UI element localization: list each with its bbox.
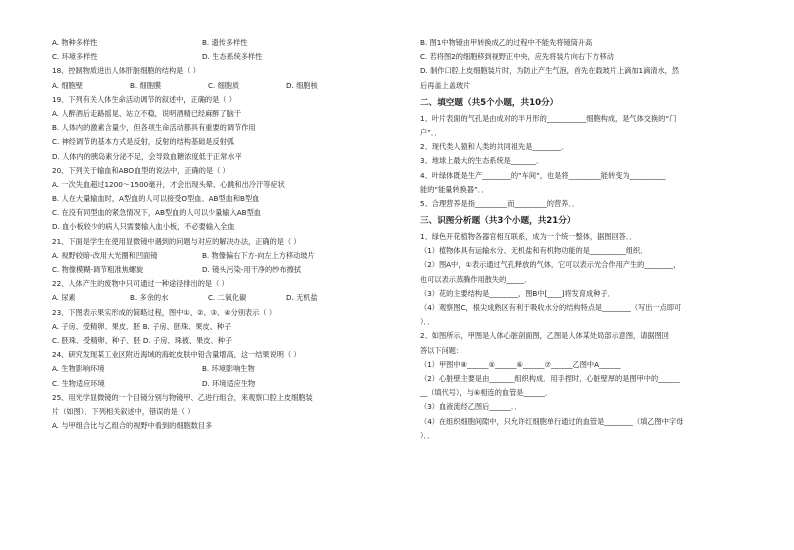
text-line: （2）图A中，①表示通过气孔释放的气体，它可以表示光合作用产生的________，	[420, 260, 681, 270]
text-line: __（填代号），与⑥相连的血管是______．	[420, 388, 553, 398]
option-row	[52, 263, 382, 277]
text-line: A. 人醉酒后走路摇晃、站立不稳，说明酒精已经麻醉了脑干	[52, 108, 242, 118]
text-line: 2、现代类人猿和人类的共同祖先是________．	[420, 142, 569, 152]
text-line: 3、地球上最大的生态系统是_______．	[420, 156, 544, 166]
text-line: B. 图1中物镜由甲转换成乙的过程中不能先将镜筒升高	[420, 38, 593, 47]
right-column	[420, 36, 750, 443]
text-line: 片（如图）．下列相关叙述中，错误的是（ ）	[52, 406, 195, 416]
text-line: ）．．	[420, 430, 435, 440]
option: A. 尿素	[52, 293, 76, 303]
section-heading: 二、填空题（共5个小题，共10分）	[420, 97, 559, 108]
text-line: A. 子房、受精卵、果皮、胚 B. 子房、胚珠、果皮、种子	[52, 321, 232, 331]
text-line: （1）甲图中⑧______⑤______⑥______⑦______乙图中A______	[420, 359, 621, 369]
text-line: 19、下列有关人体生命活动调节的叙述中，正确的是（ ）	[52, 94, 236, 104]
text-line: A. 一次失血超过1200～1500毫升，才会出现头晕、心跳和出冷汗等症状	[52, 179, 285, 189]
text-line: C. 神经调节的基本方式是反射，反射的结构基础是反射弧	[52, 137, 235, 147]
option: D. 细胞核	[286, 80, 318, 90]
option-a: C. 物像模糊-调节粗准焦螺旋	[52, 265, 144, 274]
text-line: A. 与甲组合比与乙组合的视野中看到的细胞数目多	[52, 421, 213, 431]
text-line: 20、下列关于输血和ABO血型的说法中，正确的是（ ）	[52, 165, 230, 175]
option: C. 二氧化碳	[208, 293, 247, 303]
text-line: 18、控制物质进出人体肝脏细胞的结构是（ ）	[52, 66, 200, 76]
text-line: 23、下图表示果实形成的简略过程，图中①、②、③、④分别表示（ ）	[52, 307, 277, 317]
option-b: D. 环境适应生物	[202, 378, 256, 388]
text-line: B. 人体内的激素含量少，但各项生命活动都具有重要的调节作用	[52, 123, 256, 133]
text-line: C. 若将图2的细胞移到视野正中央，应先将装片向右下方移动	[420, 52, 614, 62]
text-line: 24、研究发现某工业区附近海域的海蛇皮肤中铅含量增高，这一结果说明（ ）	[52, 350, 301, 360]
option-row	[52, 36, 382, 50]
exam-page	[52, 36, 752, 516]
text-line: D. 血小板较少的病人只需要输入血小板，不必要输入全血	[52, 222, 235, 232]
option-b: B. 物像偏右下方-向左上方移动玻片	[202, 250, 315, 260]
option-b: B. 遗传多样性	[202, 38, 248, 47]
text-line: 答以下问题：	[420, 345, 464, 355]
text-line: 22、人体产生的废物中只可通过一种途径排出的是（ ）	[52, 279, 229, 289]
text-line: D. 人体内的胰岛素分泌不足，会导致血糖浓度低于正常水平	[52, 151, 242, 161]
option: C. 细胞质	[208, 80, 240, 90]
text-line: 能的“能量转换器”．．	[420, 184, 489, 194]
text-line: 2、如图所示，甲图是人体心脏剖面图，乙图是人体某处局部示意图，请据图回	[420, 331, 669, 341]
text-line: 也可以表示蒸腾作用散失的_____．	[420, 274, 532, 284]
option: D. 无机盐	[286, 293, 318, 303]
text-line: C. 在没有同型血的紧急情况下，AB型血的人可以少量输入AB型血	[52, 208, 261, 218]
text-line: D. 制作口腔上皮细胞装片时，为防止产生气泡，首先在载玻片上滴加1滴清水，然	[420, 66, 680, 76]
option-row	[52, 79, 382, 93]
text-line: （2）心脏壁主要是由_______组织构成．用手捏时，心脏壁厚的是图甲中的______	[420, 373, 680, 383]
text-line: 25、用光学显微镜的一个目镜分别与物镜甲、乙进行组合，来观察口腔上皮细胞装	[52, 392, 313, 402]
text-line: 后再盖上盖玻片	[420, 80, 471, 90]
text-line: 4、叶绿体既是生产________的“车间”，也是将_________能转变为__________	[420, 170, 666, 180]
option-row	[52, 377, 382, 391]
text-line: （3）血液流经乙图后______．．	[420, 402, 522, 412]
option-b: B. 环境影响生物	[202, 364, 255, 374]
text-line: （4）观察图C，根尖成熟区有利于吸收水分的结构特点是________（写出一点即可	[420, 303, 682, 312]
text-line: 1、绿色开花植物各器官相互联系，成为一个统一整体，据图回答．．	[420, 232, 637, 242]
option-b: D. 生态系统多样性	[202, 52, 263, 62]
option-a: A. 物种多样性	[52, 38, 98, 47]
option-a: A. 生物影响环境	[52, 364, 105, 374]
text-line: （3）花的主要结构是________，图B中[____]将发育成种子．	[420, 288, 615, 298]
option-b: D. 镜头污染-用干净的纱布擦拭	[202, 265, 301, 274]
text-line: 5、合理营养是指_________而_________的营养．．	[420, 198, 580, 208]
option: B. 细胞膜	[130, 80, 162, 90]
text-line: 1、叶片表面的气孔是由成对的半月形的___________细胞构成，是气体交换的“门	[420, 113, 677, 123]
text-line: 21、下面是学生在使用显微镜中遇到的问题与对应的解决办法，正确的是（ ）	[52, 236, 301, 246]
section-heading: 三、识图分析题（共3个小题，共21分）	[420, 216, 576, 227]
option-a: A. 视野较暗-改用大光圈和凹面镜	[52, 250, 158, 260]
option-a: C. 环境多样性	[52, 52, 98, 62]
text-line: （1）植物体具有运输水分、无机盐和有机物功能的是__________组织．	[420, 246, 648, 256]
text-line: 户”．．	[420, 127, 442, 137]
text-line: C. 胚珠、受精卵、种子、胚 D. 子房、珠被、果皮、种子	[52, 335, 233, 345]
text-line: （4）在组织细胞间隙中，只允许红细胞单行通过的血管是________（填乙图中字母	[420, 416, 684, 426]
option: A. 细胞壁	[52, 80, 83, 90]
option: B. 多余的水	[130, 293, 169, 303]
option-row	[52, 50, 382, 64]
option-row	[52, 249, 382, 263]
option-row	[52, 291, 382, 305]
left-column	[52, 36, 382, 433]
text-line: ）．．	[420, 317, 435, 327]
option-row	[52, 362, 382, 376]
option-a: C. 生物适应环境	[52, 378, 105, 388]
text-line: B. 人在大量输血时，A型血的人可以接受O型血、AB型血和B型血	[52, 194, 260, 204]
